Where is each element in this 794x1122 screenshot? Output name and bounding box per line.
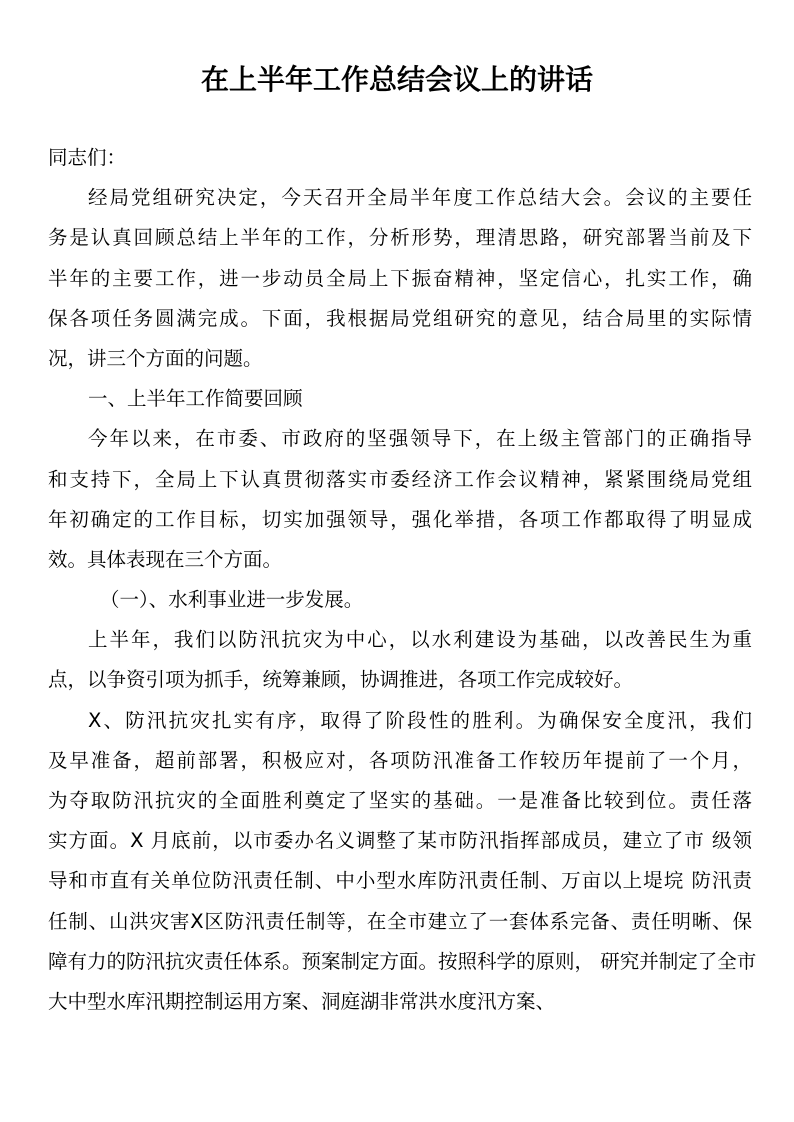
text-line: 半年的主要工作，进一步动员全局上下振奋精神，坚定信心，扎实工作，确 [48,266,752,290]
document-body [48,138,757,1022]
text-line: 导和市直有关单位防汛责任制、中小型水库防汛责任制、万亩以上堤垸 防汛责 [48,869,752,893]
text-line: 一、上半年工作简要回顾 [88,387,303,411]
salutation: 同志们： [48,146,127,169]
text-line: 今年以来，在市委、市政府的坚强领导下，在上级主管部门的正确指导 [88,427,752,451]
text-line: 上半年，我们以防汛抗灾为中心，以水利建设为基础，以改善民生为重 [88,628,752,652]
text-line: 实方面。X 月底前，以市委办名义调整了某市防汛指挥部成员，建立了市 级领 [48,829,752,853]
text-line: 及早准备，超前部署，积极应对，各项防汛准备工作较历年提前了一个月， [48,748,752,772]
text-line: 况，讲三个方面的问题。 [48,346,263,370]
text-line: 为夺取防汛抗灾的全面胜利奠定了坚实的基础。一是准备比较到位。责任落 [48,789,752,812]
paragraph [48,701,757,1023]
text-line: 效。具体表现在三个方面。 [48,547,283,571]
text-line: X、防汛抗灾扎实有序，取得了阶段性的胜利。为确保安全度汛，我们 [88,708,752,732]
paragraph [48,178,752,379]
text-line: 大中型水库汛期控制运用方案、洞庭湖非常洪水度汛方案、 [48,989,556,1013]
text-line: 务是认真回顾总结上半年的工作，分析形势，理清思路，研究部署当前及下 [48,226,752,250]
text-line: 点，以争资引项为抓手，统筹兼顾，协调推进，各项工作完成较好。 [48,668,634,692]
section-heading [48,379,752,419]
section-heading [48,580,752,620]
text-line: 经局党组研究决定，今天召开全局半年度工作总结大会。会议的主要任 [88,186,752,210]
paragraph [48,620,752,700]
text-line: （一）、水利事业进一步发展。 [100,588,364,612]
text-line: 保各项任务圆满完成。下面，我根据局党组研究的意见，结合局里的实际情 [48,306,752,330]
text-line: 年初确定的工作目标，切实加强领导，强化举措，各项工作都取得了明显成 [48,507,752,531]
text-line: 和支持下，全局上下认真贯彻落实市委经济工作会议精神，紧紧围绕局党组 [48,467,752,491]
text-line: 任制、山洪灾害X区防汛责任制等，在全市建立了一套体系完备、责任明晰、保 [48,909,752,933]
paragraph [48,419,752,580]
document-title: 在上半年工作总结会议上的讲话 [200,63,593,96]
text-line: 障有力的防汛抗灾责任体系。预案制定方面。按照科学的原则， 研究并制定了全市 [48,949,757,973]
